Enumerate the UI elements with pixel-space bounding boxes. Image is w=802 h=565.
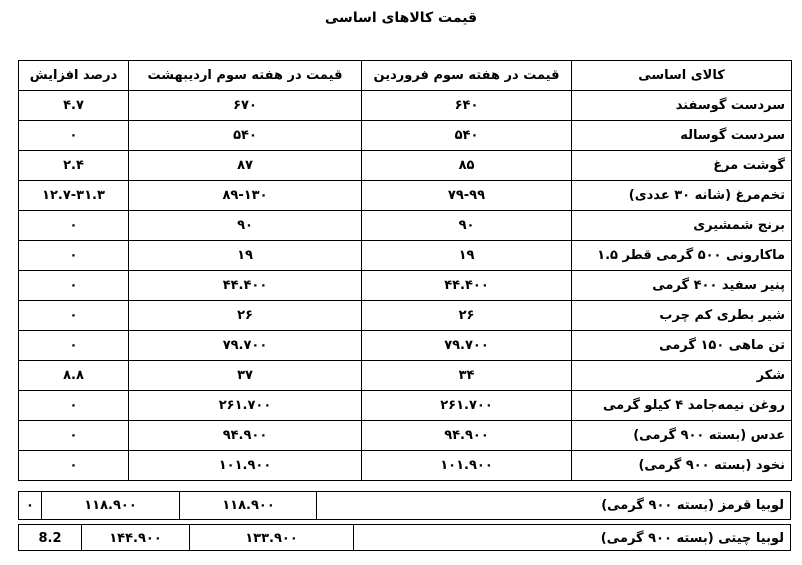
price-ordibehesht: ۱۳۳.۹۰۰ xyxy=(189,525,353,550)
increase-percent: ۰ xyxy=(19,451,129,481)
item-name: پنیر سفید ۴۰۰ گرمی xyxy=(572,271,792,301)
table-row xyxy=(19,451,792,481)
item-name: لوبیا چیتی (بسته ۹۰۰ گرمی) xyxy=(600,531,784,546)
increase-percent: ۰ xyxy=(19,121,129,151)
price-farvardin: ۹۰ xyxy=(362,211,572,241)
table-row-extra xyxy=(18,524,791,551)
price-table xyxy=(18,60,792,481)
price-farvardin: ۳۴ xyxy=(362,361,572,391)
increase-percent: ۴.۷ xyxy=(19,91,129,121)
price-ordibehesht: ۹۴.۹۰۰ xyxy=(129,421,362,451)
item-name: عدس (بسته ۹۰۰ گرمی) xyxy=(572,421,792,451)
item-name: تخم‌مرغ (شانه ۳۰ عددی) xyxy=(572,181,792,211)
price-farvardin: ۹۴.۹۰۰ xyxy=(362,421,572,451)
item-name: برنج شمشیری xyxy=(572,211,792,241)
table-row xyxy=(19,421,792,451)
table-row xyxy=(19,301,792,331)
price-farvardin: ۲۶۱.۷۰۰ xyxy=(362,391,572,421)
price-ordibehesht: ۵۴۰ xyxy=(129,121,362,151)
table-row xyxy=(19,271,792,301)
price-farvardin: ۲۶ xyxy=(362,301,572,331)
header-farvardin: قیمت در هفته سوم فروردین xyxy=(362,61,572,91)
page-title: قیمت کالاهای اساسی xyxy=(324,10,478,26)
increase-percent: ۰ xyxy=(19,241,129,271)
price-ordibehesht: ۷۹.۷۰۰ xyxy=(129,331,362,361)
item-name: تن ماهی ۱۵۰ گرمی xyxy=(572,331,792,361)
table-row xyxy=(19,391,792,421)
table-row xyxy=(19,91,792,121)
header-row xyxy=(19,61,792,91)
price-ordibehesht: ۱۰۱.۹۰۰ xyxy=(129,451,362,481)
item-name: روغن نیمه‌جامد ۴ کیلو گرمی xyxy=(572,391,792,421)
price-farvardin: ۷۹-۹۹ xyxy=(362,181,572,211)
price-ordibehesht: ۶۷۰ xyxy=(129,91,362,121)
increase-percent: ۰ xyxy=(19,211,129,241)
increase-percent: ۰ xyxy=(19,271,129,301)
table-row xyxy=(19,181,792,211)
table-row xyxy=(19,151,792,181)
increase-percent: ۱۲.۷-۳۱.۳ xyxy=(19,181,129,211)
table-row xyxy=(19,331,792,361)
price-farvardin: ۶۴۰ xyxy=(362,91,572,121)
table-row xyxy=(19,121,792,151)
price-ordibehesht: ۱۱۸.۹۰۰ xyxy=(179,492,317,519)
price-second: ۱۱۸.۹۰۰ xyxy=(41,492,179,519)
price-farvardin: ۵۴۰ xyxy=(362,121,572,151)
price-second: ۱۴۴.۹۰۰ xyxy=(81,525,189,550)
price-ordibehesht: ۲۶۱.۷۰۰ xyxy=(129,391,362,421)
price-farvardin: ۱۰۱.۹۰۰ xyxy=(362,451,572,481)
table-row xyxy=(19,211,792,241)
table-row xyxy=(19,361,792,391)
price-ordibehesht: ۸۹-۱۳۰ xyxy=(129,181,362,211)
price-farvardin: ۸۵ xyxy=(362,151,572,181)
increase-percent: ۲.۴ xyxy=(19,151,129,181)
price-farvardin: ۱۹ xyxy=(362,241,572,271)
item-name: سردست گوسفند xyxy=(572,91,792,121)
price-farvardin: ۴۴.۴۰۰ xyxy=(362,271,572,301)
price-ordibehesht: ۹۰ xyxy=(129,211,362,241)
increase-percent: ۸.۸ xyxy=(19,361,129,391)
increase-percent: ۰ xyxy=(19,331,129,361)
item-name: لوبیا قرمز (بسته ۹۰۰ گرمی) xyxy=(601,498,784,513)
header-increase: درصد افزایش xyxy=(19,61,129,91)
increase-percent: ۰ xyxy=(19,421,129,451)
header-item: کالای اساسی xyxy=(572,61,792,91)
item-name: شیر بطری کم چرب xyxy=(572,301,792,331)
increase-percent: 8.2 xyxy=(38,531,62,546)
price-ordibehesht: ۲۶ xyxy=(129,301,362,331)
price-ordibehesht: ۴۴.۴۰۰ xyxy=(129,271,362,301)
price-ordibehesht: ۸۷ xyxy=(129,151,362,181)
price-ordibehesht: ۳۷ xyxy=(129,361,362,391)
divider xyxy=(353,525,354,550)
increase-percent: ۰ xyxy=(19,391,129,421)
item-name: نخود (بسته ۹۰۰ گرمی) xyxy=(572,451,792,481)
header-ordibehesht: قیمت در هفته سوم اردیبهشت xyxy=(129,61,362,91)
item-name: گوشت مرغ xyxy=(572,151,792,181)
increase-percent: ۰ xyxy=(19,301,129,331)
item-name: شکر xyxy=(572,361,792,391)
item-name: سردست گوساله xyxy=(572,121,792,151)
increase-percent: ۰ xyxy=(26,498,34,513)
table-row xyxy=(19,241,792,271)
price-farvardin: ۷۹.۷۰۰ xyxy=(362,331,572,361)
table-row-extra xyxy=(18,491,791,520)
item-name: ماکارونی ۵۰۰ گرمی قطر ۱.۵ xyxy=(572,241,792,271)
price-ordibehesht: ۱۹ xyxy=(129,241,362,271)
